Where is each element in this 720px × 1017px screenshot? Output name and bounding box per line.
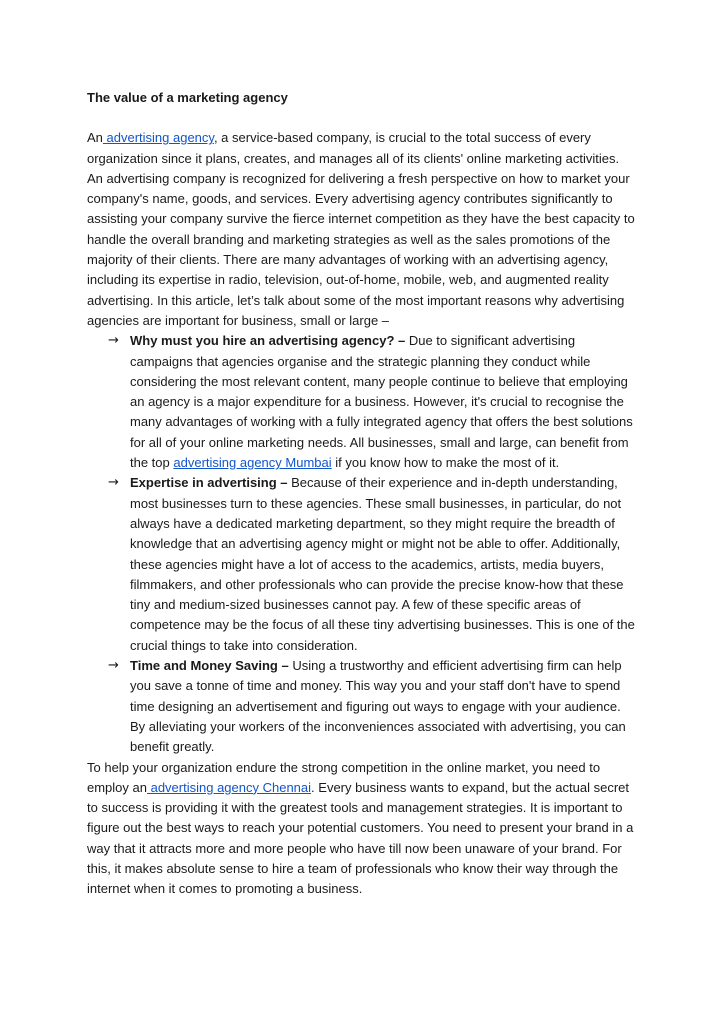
bullet-text-end: if you know how to make the most of it. <box>331 455 560 471</box>
bullet-heading: Expertise in advertising – <box>130 475 288 491</box>
reasons-list <box>87 331 635 757</box>
document-page <box>87 88 635 900</box>
bullet-text: Because of their experience and in-depth understanding, most businesses turn to these agencies. These small businesses, in particular, do not always have a dedicated marketing department, so they might require the breadth of knowledge that an advertising agency might or might not be able to offer. Additionally, these agencies might have a lot of access to the academics, artists, media buyers, filmmakers, and other professionals who can provide the precise know-how that these tiny and medium-sized businesses cannot pay. A few of these specific areas of competence may be the focus of all these tiny advertising businesses. This is one of the crucial things to take into consideration. <box>130 475 635 653</box>
list-item-time-money <box>87 656 635 757</box>
closing-paragraph <box>87 758 635 900</box>
bullet-text: Due to significant advertising campaigns that agencies organise and the strategic planning they conduct while considering the most relevant content, many people continue to believe that employing an agency is a major expenditure for a business. However, it's crucial to recognise the many advantages of working with a fully integrated agency that offers the best solutions for all of your online marketing needs. All businesses, small and large, can benefit from the top <box>130 333 633 471</box>
arrow-right-icon: → <box>108 333 119 349</box>
bullet-heading: Time and Money Saving – <box>130 658 289 674</box>
list-item-why-hire <box>87 331 635 473</box>
advertising-agency-chennai-link[interactable]: advertising agency Chennai <box>146 779 312 795</box>
arrow-right-icon: → <box>108 475 119 491</box>
advertising-agency-mumbai-link[interactable]: advertising agency Mumbai <box>173 455 332 471</box>
intro-paragraph <box>87 128 635 331</box>
list-item-expertise <box>87 473 635 656</box>
bullet-heading: Why must you hire an advertising agency? – <box>130 333 406 349</box>
intro-text-start: An <box>87 130 103 146</box>
intro-text-rest: , a service-based company, is crucial to the total success of every organization since it plans, creates, and manages all of its clients' online marketing activities. An advertising company is recognized for delivering a fresh perspective on how to market your company's name, goods, and services. Every advertising agency contributes significantly to assisting your company survive the fierce internet competition as they have the best capacity to handle the overall branding and marketing strategies as well as the sales promotions of the majority of their clients. There are many advantages of working with an advertising agency, including its expertise in radio, television, out-of-home, mobile, web, and augmented reality advertising. In this article, let’s talk about some of the most important reasons why advertising agencies are important for business, small or large – <box>87 130 635 328</box>
closing-text-rest: . Every business wants to expand, but the actual secret to success is providing it with the greatest tools and management strategies. It is important to figure out the best ways to reach your potential customers. You need to present your brand in a way that it attracts more and more people who have till now been unaware of your brand. For this, it makes absolute sense to hire a team of professionals who know their way through the internet when it comes to promoting a business. <box>87 779 634 897</box>
bullet-text: Using a trustworthy and efficient advertising firm can help you save a tonne of time and money. This way you and your staff don't have to spend time designing an advertisement and figuring out ways to engage with your audience. By alleviating your workers of the inconveniences associated with advertising, you can benefit greatly. <box>130 658 626 755</box>
advertising-agency-link[interactable]: advertising agency <box>102 130 214 146</box>
arrow-right-icon: → <box>108 658 119 674</box>
closing-text-start: To help your organization endure the strong competition in the online market, you need to employ an <box>87 759 601 795</box>
document-title: The value of a marketing agency <box>87 90 288 105</box>
